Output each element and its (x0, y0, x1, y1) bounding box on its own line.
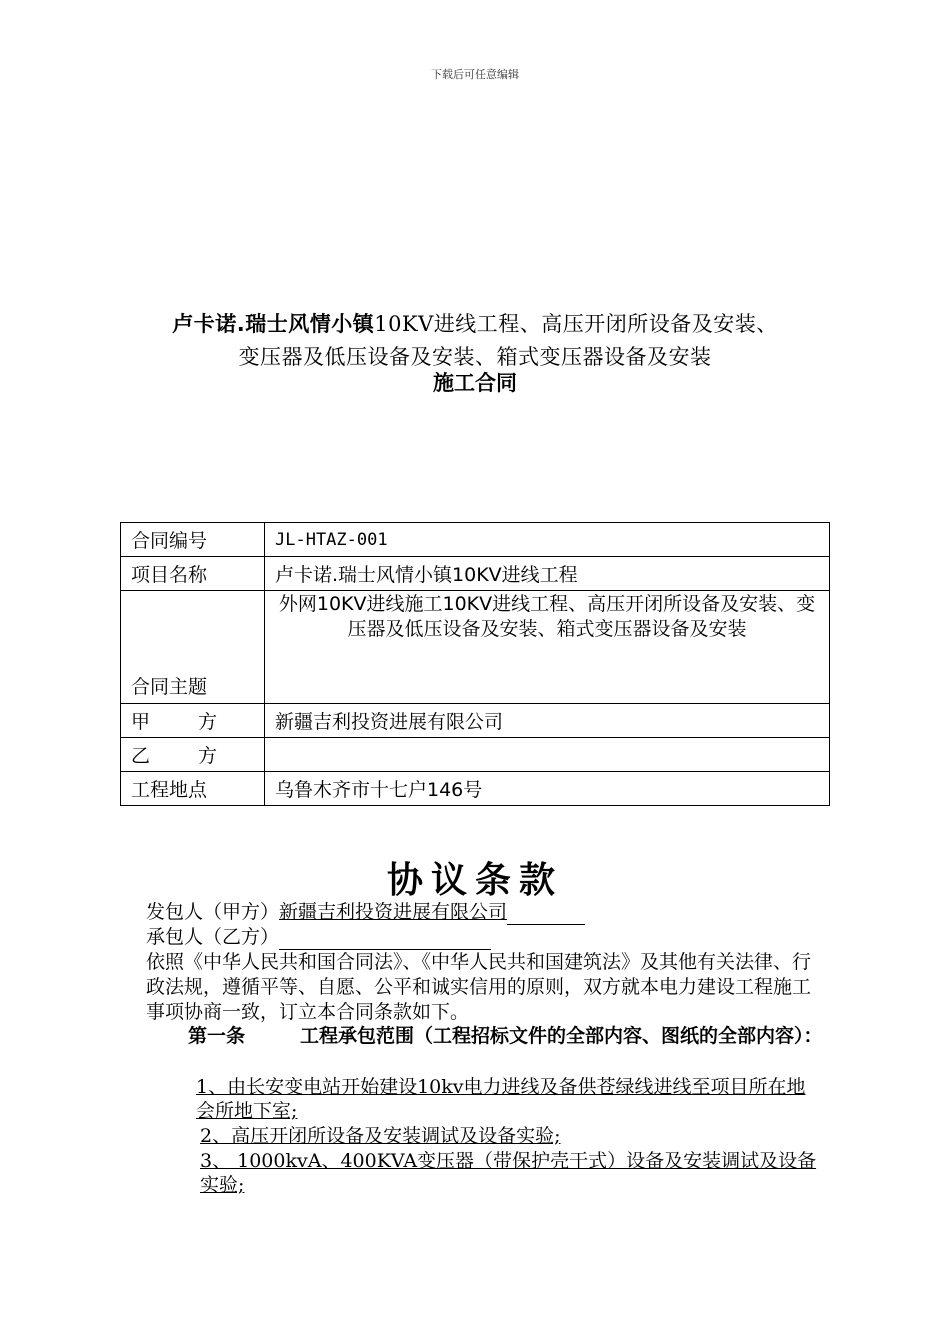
table-row (121, 738, 830, 772)
row-value-contract-no: JL-HTAZ-001 (265, 523, 830, 557)
party-a-label-char1: 甲 (131, 711, 151, 733)
row-value-subject: 外网10KV进线施工10KV进线工程、高压开闭所设备及安装、变压器及低压设备及安装、箱式变压器设备及安装 (265, 591, 830, 704)
scope-item-1-text: 1、由长安变电站开始建设10kv电力进线及备供苍绿线进线至项目所在地会所地下室; (196, 1076, 806, 1122)
party-b-label-char2: 方 (198, 745, 218, 767)
party-a-label-char2: 方 (198, 711, 218, 733)
article-1-title: 工程承包范围（工程招标文件的全部内容、图纸的全部内容）： (300, 1025, 823, 1047)
scope-item-2 (190, 1124, 830, 1148)
title-main: 施工合同 (433, 371, 517, 395)
contract-info-table (120, 522, 830, 806)
row-label-location: 工程地点 (121, 772, 265, 806)
agreement-title: 协议条款 (386, 860, 563, 901)
party-b-label: 承包人（乙方） (146, 926, 280, 948)
row-label-project-name: 项目名称 (121, 557, 265, 591)
table-row (121, 557, 830, 591)
row-value-party-a: 新疆吉利投资进展有限公司 (265, 704, 830, 738)
row-value-location: 乌鲁木齐市十七户146号 (265, 772, 830, 806)
party-b-line (146, 925, 826, 950)
row-label-contract-no: 合同编号 (121, 523, 265, 557)
party-b-fill-line (279, 929, 491, 950)
basis-paragraph: 依照《中华人民共和国合同法》、《中华人民共和国建筑法》及其他有关法律、行政法规，遵循平等、自愿、公平和诚实信用的原则，双方就本电力建设工程施工事项协商一致，订立本合同条款如下。 (146, 951, 812, 1023)
scope-item-3 (190, 1149, 820, 1197)
row-label-party-b (121, 738, 265, 772)
header-note: 下载后可任意编辑 (431, 68, 519, 81)
party-a-line (146, 900, 826, 925)
scope-item-3-text: 3、 1000kvA、400KVA变压器（带保护壳干式）设备及安装调试及设备实验; (200, 1150, 817, 1196)
party-a-fill-line (507, 904, 585, 925)
scope-item-1 (190, 1075, 816, 1123)
title-line-1 (0, 308, 950, 341)
scope-item-2-text: 2、高压开闭所设备及安装调试及设备实验; (200, 1125, 561, 1147)
title-line-1-rest: 10KV进线工程、高压开闭所设备及安装、 (374, 312, 778, 336)
party-a-label: 发包人（甲方） (146, 901, 280, 923)
title-line-2: 变压器及低压设备及安装、箱式变压器设备及安装 (238, 345, 712, 369)
article-1-number: 第一条 (188, 1025, 246, 1047)
table-row (121, 591, 830, 704)
party-a-value: 新疆吉利投资进展有限公司 (279, 901, 508, 923)
table-row (121, 704, 830, 738)
table-row (121, 523, 830, 557)
contract-title (0, 308, 950, 396)
title-project-name: 卢卡诺.瑞士风情小镇 (172, 312, 375, 336)
party-b-label-char1: 乙 (131, 745, 151, 767)
article-1 (188, 1024, 828, 1049)
row-label-party-a (121, 704, 265, 738)
row-value-project-name: 卢卡诺.瑞士风情小镇10KV进线工程 (265, 557, 830, 591)
row-value-party-b (265, 738, 830, 772)
row-label-subject: 合同主题 (121, 591, 265, 704)
table-row (121, 772, 830, 806)
